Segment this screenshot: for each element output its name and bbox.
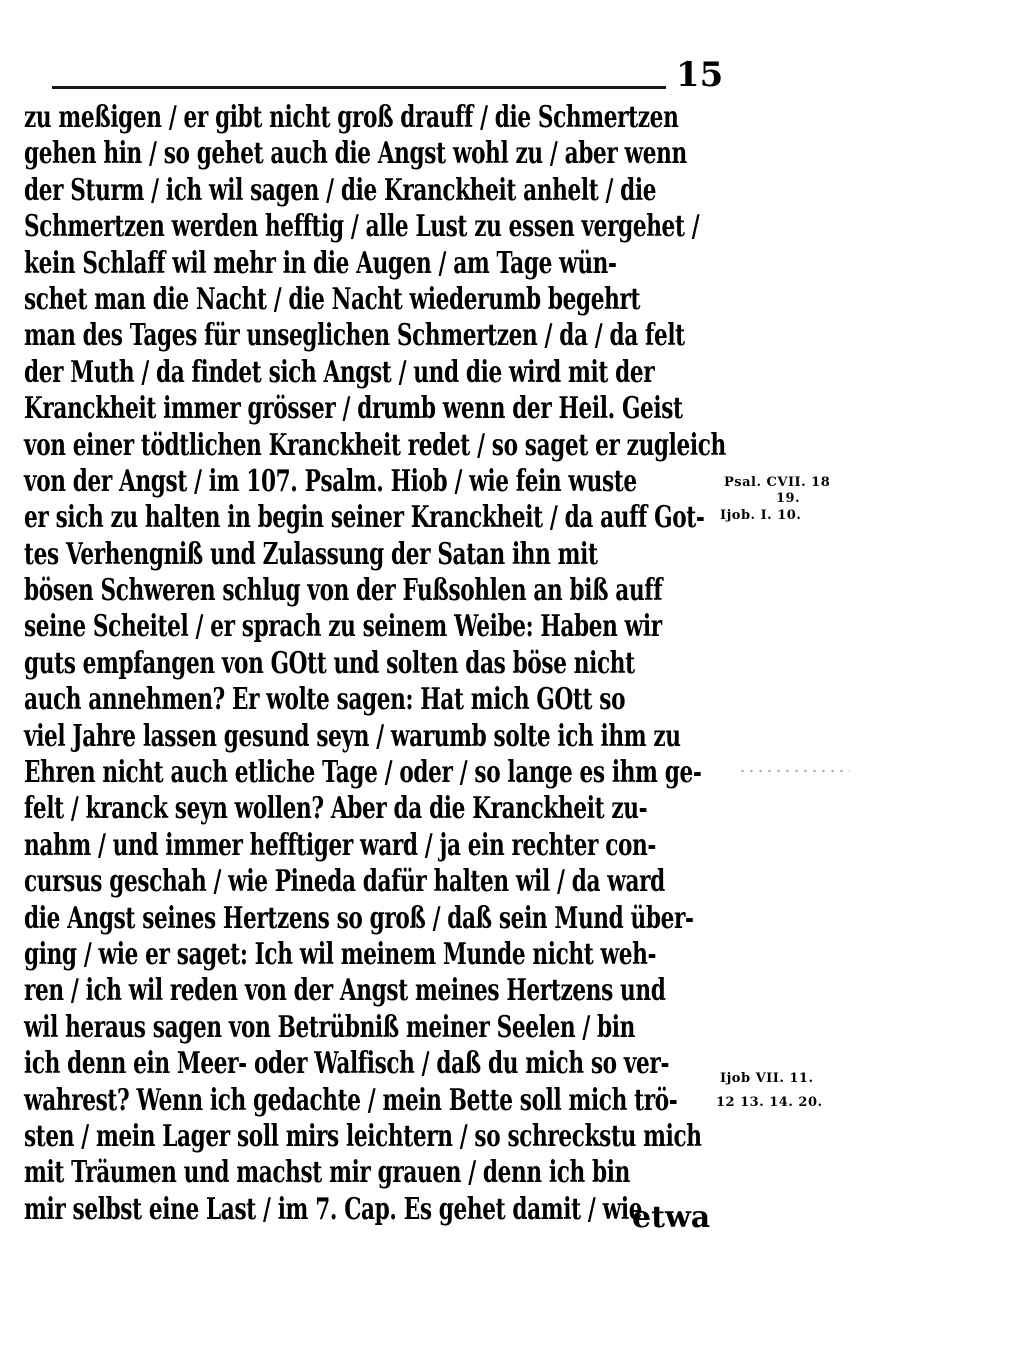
text-line: die Angst seines Hertzens so groß / daß sein Mund über- bbox=[24, 900, 694, 936]
text-line: sten / mein Lager soll mirs leichtern / so schreckstu mich bbox=[24, 1118, 702, 1154]
margin-note-job-reference: Ijob. I. 10. bbox=[720, 508, 802, 523]
text-line: auch annehmen? Er wolte sagen: Hat mich GOtt so bbox=[24, 682, 626, 718]
text-line: mit Träumen und machst mir grauen / denn ich bin bbox=[24, 1155, 630, 1191]
text-line: von der Angst / im 107. Psalm. Hiob / wie fein wuste bbox=[24, 463, 637, 499]
text-line: viel Jahre lassen gesund seyn / warumb solte ich ihm zu bbox=[24, 718, 681, 754]
text-line: Schmertzen werden hefftig / alle Lust zu essen vergehet / bbox=[24, 209, 700, 245]
text-line: er sich zu halten in begin seiner Kranckheit / da auff Got- bbox=[24, 500, 705, 536]
text-line: kein Schlaff wil mehr in die Augen / am Tage wün- bbox=[24, 245, 617, 281]
margin-note-job-verses: 12 13. 14. 20. bbox=[716, 1095, 823, 1110]
text-line: schet man die Nacht / die Nacht wiederumb begehrt bbox=[24, 281, 641, 317]
text-line: der Sturm / ich wil sagen / die Kranckheit anhelt / die bbox=[24, 172, 657, 208]
text-line: wahrest? Wenn ich gedachte / mein Bette soll mich trö- bbox=[24, 1082, 678, 1118]
print-speckle bbox=[738, 766, 850, 776]
text-line: guts empfangen von GOtt und solten das böse nicht bbox=[24, 645, 635, 681]
text-line: ren / ich wil reden von der Angst meines Hertzens und bbox=[24, 973, 666, 1009]
text-line: bösen Schweren schlug von der Fußsohlen an biß auff bbox=[24, 573, 663, 609]
text-line: gehen hin / so gehet auch die Angst wohl zu / aber wenn bbox=[24, 136, 687, 172]
page-number: 15 bbox=[676, 55, 724, 95]
margin-note-psalm-verse: 19. bbox=[776, 491, 801, 506]
text-line: Ehren nicht auch etliche Tage / oder / so lange es ihm ge- bbox=[24, 755, 702, 791]
text-line: zu meßigen / er gibt nicht groß drauff / die Schmertzen bbox=[24, 100, 679, 135]
text-line: ich denn ein Meer- oder Walfisch / daß du mich so ver- bbox=[24, 1046, 670, 1082]
text-line: von einer tödtlichen Kranckheit redet / so saget er zugleich bbox=[24, 427, 726, 463]
text-line: cursus geschah / wie Pineda dafür halten wil / da ward bbox=[24, 864, 665, 900]
text-line: tes Verhengniß und Zulassung der Satan ihn mit bbox=[24, 536, 598, 572]
text-line: nahm / und immer hefftiger ward / ja ein rechter con- bbox=[24, 827, 656, 863]
text-line: ging / wie er saget: Ich wil meinem Munde nicht weh- bbox=[24, 936, 657, 972]
text-line: wil heraus sagen von Betrübniß meiner Seelen / bin bbox=[24, 1009, 635, 1045]
header-rule bbox=[52, 86, 666, 89]
text-line: felt / kranck seyn wollen? Aber da die Kranckheit zu- bbox=[24, 791, 648, 827]
catchword: etwa bbox=[632, 1200, 711, 1235]
body-text bbox=[24, 100, 724, 1228]
text-line: der Muth / da findet sich Angst / und die wird mit der bbox=[24, 354, 655, 390]
margin-note-psalm-reference: Psal. CVII. 18 bbox=[724, 475, 831, 490]
margin-note-job-chapter: Ijob VII. 11. bbox=[720, 1071, 814, 1086]
text-line: Kranckheit immer grösser / drumb wenn der Heil. Geist bbox=[24, 391, 683, 427]
text-line: man des Tages für unseglichen Schmertzen / da / da felt bbox=[24, 318, 685, 354]
text-line: seine Scheitel / er sprach zu seinem Weibe: Haben wir bbox=[24, 609, 662, 645]
text-line: mir selbst eine Last / im 7. Cap. Es gehet damit / wie bbox=[24, 1191, 643, 1227]
